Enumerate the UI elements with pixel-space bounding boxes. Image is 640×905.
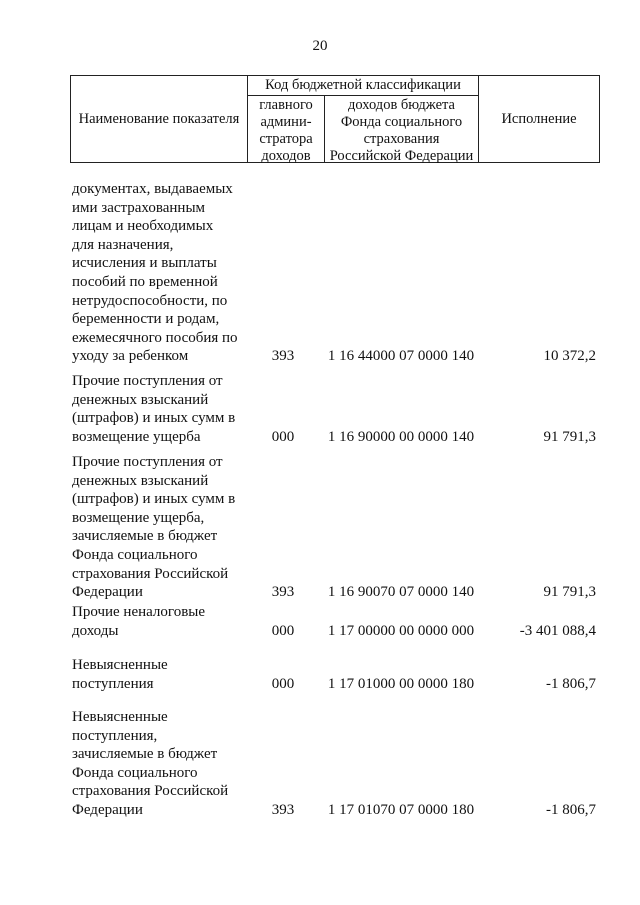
row-admin-code: 393: [271, 802, 295, 818]
row-budget-code: 1 16 44000 07 0000 140: [327, 348, 475, 365]
row-name-line: уходу за ребенком: [72, 348, 189, 365]
row-name: [72, 372, 272, 446]
row-name-line: Прочие поступления от: [72, 373, 223, 389]
row-amount: -1 806,7: [546, 675, 596, 692]
row-name-line: доходы: [72, 622, 119, 639]
row-admin-code: 000: [271, 428, 295, 445]
row-admin-code: 393: [271, 584, 295, 601]
row-name-line: страхования Российской: [72, 783, 229, 800]
row-budget-code: 1 17 00000 00 0000 000: [327, 622, 475, 639]
row-amount: -3 401 088,4: [519, 622, 596, 639]
row-name-line: лицам и необходимых: [72, 218, 214, 235]
row-name-line: Федерации: [72, 801, 143, 818]
header-code-group: Код бюджетной классификации: [247, 76, 478, 96]
header-admin-line: стратора: [259, 131, 313, 147]
row-name-line: денежных взысканий: [72, 391, 209, 408]
row-name-line: поступления: [72, 675, 154, 692]
row-name: [72, 180, 272, 366]
row-name-line: нетрудоспособности, по: [72, 292, 228, 309]
row-name-line: (штрафов) и иных сумм в: [72, 410, 236, 427]
row-name: [72, 708, 272, 820]
page-number: 20: [312, 38, 328, 54]
header-execution: Исполнение: [478, 76, 599, 162]
row-name-line: зачисляемые в бюджет: [72, 746, 218, 763]
row-name-line: возмещение ущерба,: [72, 509, 205, 526]
row-name-line: ежемесячного пособия по: [72, 329, 238, 346]
row-amount: 10 372,2: [543, 348, 596, 365]
row-name-line: поступления,: [72, 727, 158, 744]
row-name: [72, 656, 272, 693]
row-name-line: страхования Российской: [72, 565, 229, 582]
row-name-line: Невыясненные: [72, 709, 168, 725]
row-name-line: Невыясненные: [72, 657, 168, 673]
row-name-line: беременности и родам,: [72, 311, 220, 328]
row-name-line: денежных взысканий: [72, 472, 209, 489]
row-name-line: исчисления и выплаты: [72, 255, 217, 272]
header-income-line: Российской Федерации: [329, 148, 474, 164]
row-name-line: Фонда социального: [72, 764, 198, 781]
row-admin-code: 393: [271, 348, 295, 365]
row-budget-code: 1 17 01070 07 0000 180: [327, 802, 475, 818]
row-amount: 91 791,3: [543, 584, 596, 601]
header-income-line: доходов бюджета: [348, 97, 455, 113]
row-budget-code: 1 17 01000 00 0000 180: [327, 675, 475, 692]
row-name-line: зачисляемые в бюджет: [72, 528, 218, 545]
row-name-line: (штрафов) и иных сумм в: [72, 491, 236, 508]
header-income-line: Фонда социального: [340, 114, 463, 130]
row-name-line: ими застрахованным: [72, 199, 206, 216]
row-name-line: документах, выдаваемых: [72, 181, 233, 197]
row-amount: 91 791,3: [543, 428, 596, 445]
row-budget-code: 1 16 90070 07 0000 140: [327, 584, 475, 601]
row-admin-code: 000: [271, 675, 295, 692]
row-name-line: Прочие неналоговые: [72, 604, 206, 620]
row-name: [72, 453, 272, 602]
row-name-line: Прочие поступления от: [72, 454, 223, 470]
row-amount: -1 806,7: [546, 802, 596, 818]
header-admin-line: доходов: [261, 148, 311, 164]
row-name-line: возмещение ущерба: [72, 428, 201, 445]
header-admin-line: админи-: [260, 114, 312, 130]
header-income-line: страхования: [363, 131, 440, 147]
row-name-line: Фонда социального: [72, 546, 198, 563]
row-name: [72, 603, 272, 640]
row-name-line: пособий по временной: [72, 273, 218, 290]
row-budget-code: 1 16 90000 00 0000 140: [327, 428, 475, 445]
row-name-line: для назначения,: [72, 236, 174, 253]
header-admin-line: главного: [259, 97, 313, 113]
row-name-line: Федерации: [72, 584, 143, 601]
header-name: Наименование показателя: [78, 110, 240, 127]
row-admin-code: 000: [271, 622, 295, 639]
